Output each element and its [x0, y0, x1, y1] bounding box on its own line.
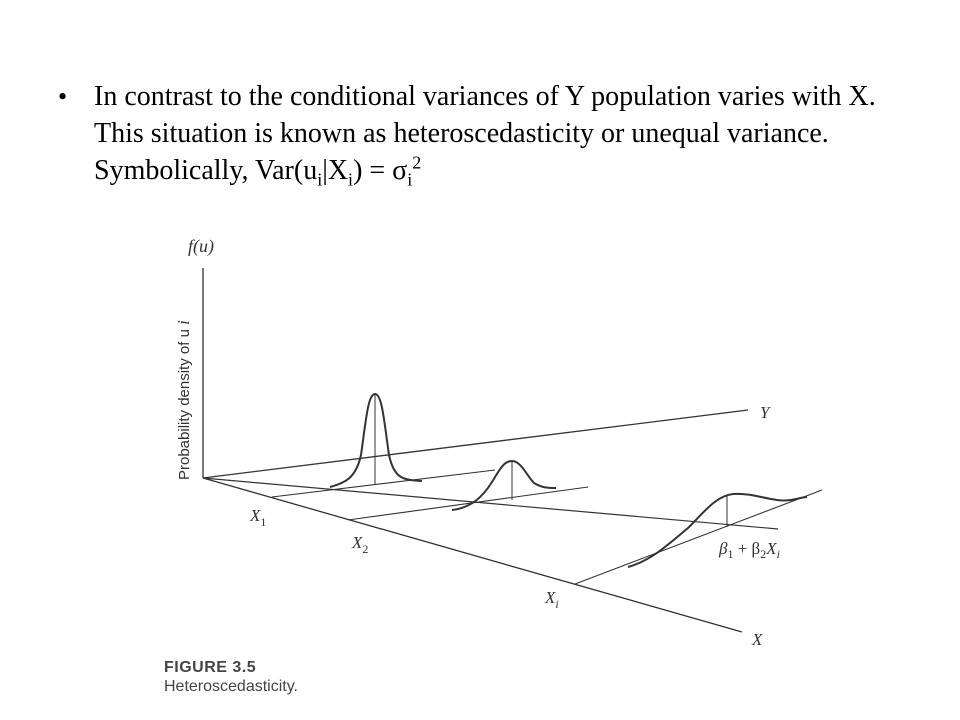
density-axis-label: Probability density of u i — [174, 320, 193, 480]
y-axis-line — [203, 410, 748, 478]
text-sub1: i — [317, 169, 323, 190]
figure-drawing — [150, 225, 850, 705]
x1-label: $X_1$ — [250, 506, 267, 529]
text-sub2: i — [348, 169, 354, 190]
x-axis-label: X — [752, 630, 763, 649]
fu-label: f(u) — [188, 236, 214, 256]
text-part1: In contrast to the conditional variances of Y population varies with X. This situation is known as heteroscedasticity or unequal variance. Symbolically, Var(u — [94, 81, 876, 186]
density-curve-xi — [628, 494, 807, 567]
x2-label: $X_2$ — [352, 533, 369, 556]
bullet-marker: • — [58, 82, 68, 111]
x-axis-line — [203, 478, 742, 632]
text-sup3: 2 — [412, 152, 422, 173]
bullet-item — [58, 78, 898, 189]
figure-title: Heteroscedasticity. — [164, 678, 298, 695]
figure-number: FIGURE 3.5 — [164, 659, 257, 676]
density-curve-x1 — [330, 394, 422, 487]
text-sub3: i — [407, 169, 413, 190]
text-part2: |X — [322, 155, 349, 186]
bullet-text — [94, 78, 898, 189]
baseline-x2 — [348, 487, 588, 520]
baseline-x1 — [272, 470, 495, 497]
text-part3: ) = σ — [353, 155, 408, 186]
density-curve-x2 — [452, 461, 556, 510]
figure-caption — [164, 658, 298, 696]
heteroscedasticity-figure — [150, 225, 850, 705]
baseline-xi — [575, 490, 822, 584]
regression-label: $\beta_1 + \beta_2X_i$ — [719, 539, 780, 561]
y-axis-label: Y — [760, 403, 770, 422]
xi-label: $X_i$ — [545, 588, 559, 611]
